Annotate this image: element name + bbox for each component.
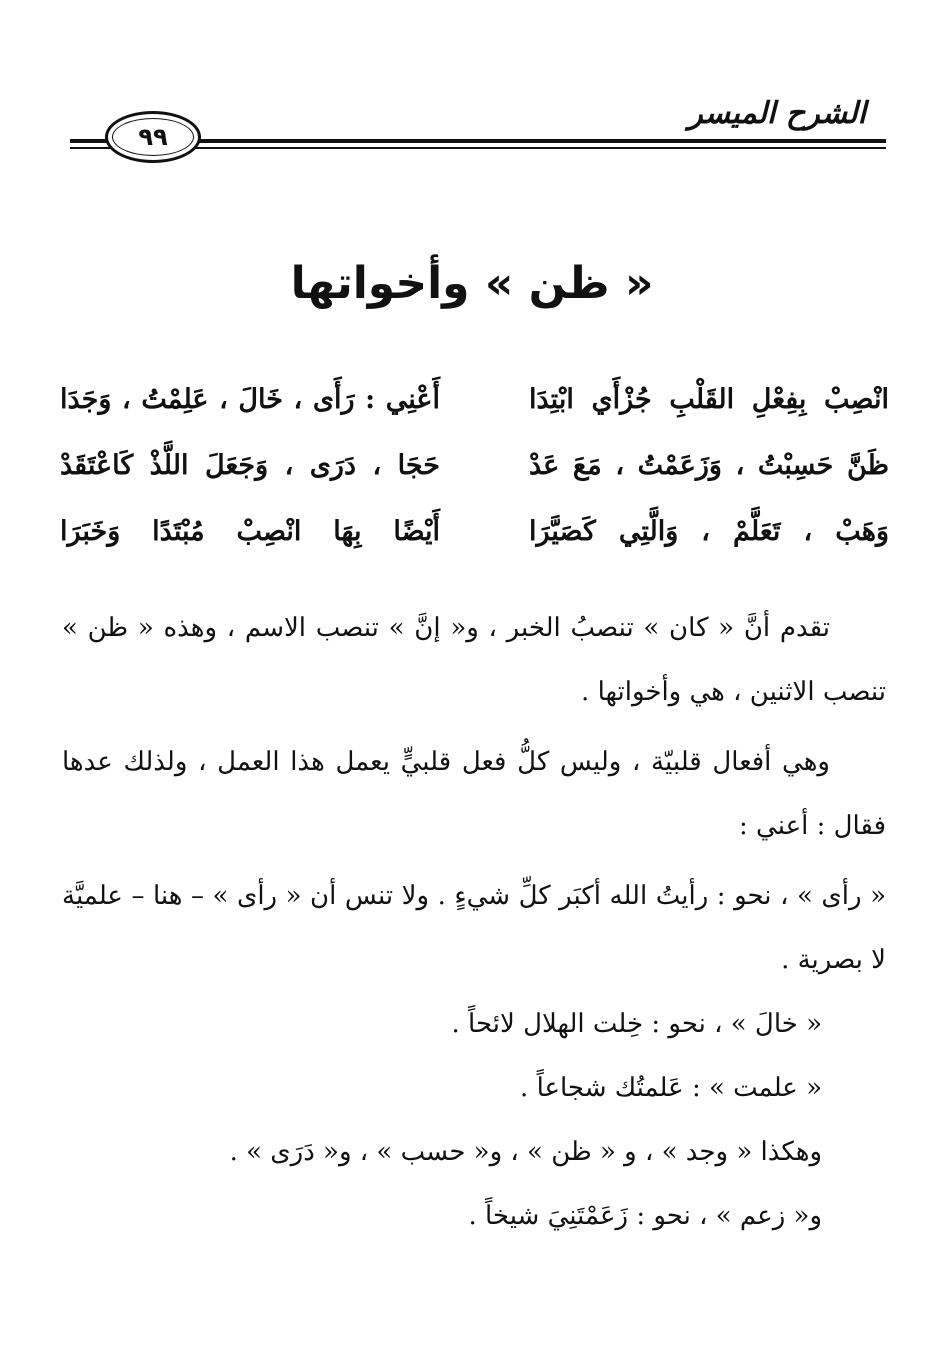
verse-second-hemistich: أَعْنِي : رَأَى ، خَالَ ، عَلِمْتُ ، وَجَدَا <box>60 384 440 415</box>
verse-row <box>60 450 889 516</box>
paragraph: « رأى » ، نحو : رأيتُ الله أكبَر كلِّ شيءٍ . ولا تنس أن « رأى » – هنا – علميَّة لا بصرية . <box>62 881 886 975</box>
verse-second-hemistich: أَيْضًا بِهَا انْصِبْ مُبْتَدًا وَخَبَرَا <box>60 516 440 547</box>
page-number: ٩٩ <box>138 123 168 151</box>
paragraph: وهي أفعال قلبيّة ، وليس كلُّ فعل قلبيٍّ يعمل هذا العمل ، ولذلك عدها فقال : أعني : <box>62 747 886 841</box>
example-line: و« زعم » ، نحو : زَعَمْتَنِيَ شيخاً . <box>468 1201 822 1231</box>
verse-first-hemistich: انْصِبْ بِفِعْلِ القَلْبِ جُزْأَي ابْتِدَا <box>529 384 889 415</box>
example-line: « علمت » : عَلمتُك شجاعاً . <box>520 1073 822 1103</box>
chapter-title: « ظن » وأخواتها <box>290 258 654 309</box>
verse-block <box>60 384 889 582</box>
example-line: « خالَ » ، نحو : خِلت الهلال لائحاً . <box>451 1009 822 1039</box>
running-title: الشرح الميسر <box>688 96 866 131</box>
verse-first-hemistich: وَهَبْ ، تَعَلَّمْ ، وَالَّتِي كَصَيَّرَا <box>529 516 889 547</box>
verse-first-hemistich: ظَنَّ حَسِبْتُ ، وَزَعَمْتُ ، مَعَ عَدْ <box>529 450 889 481</box>
paragraph: تقدم أنَّ « كان » تنصبُ الخبر ، و« إنَّ » تنصب الاسم ، وهذه « ظن » تنصب الاثنين ، هي وأخواتها . <box>62 613 886 707</box>
body-text <box>62 596 886 1248</box>
verse-row <box>60 384 889 450</box>
verse-row <box>60 516 889 582</box>
verse-second-hemistich: حَجَا ، دَرَى ، وَجَعَلَ اللَّذْ كَاعْتَقَدْ <box>60 450 440 481</box>
example-line: وهكذا « وجد » ، و « ظن » ، و« حسب » ، و« دَرَى » . <box>229 1137 822 1167</box>
page-number-badge <box>105 111 201 163</box>
